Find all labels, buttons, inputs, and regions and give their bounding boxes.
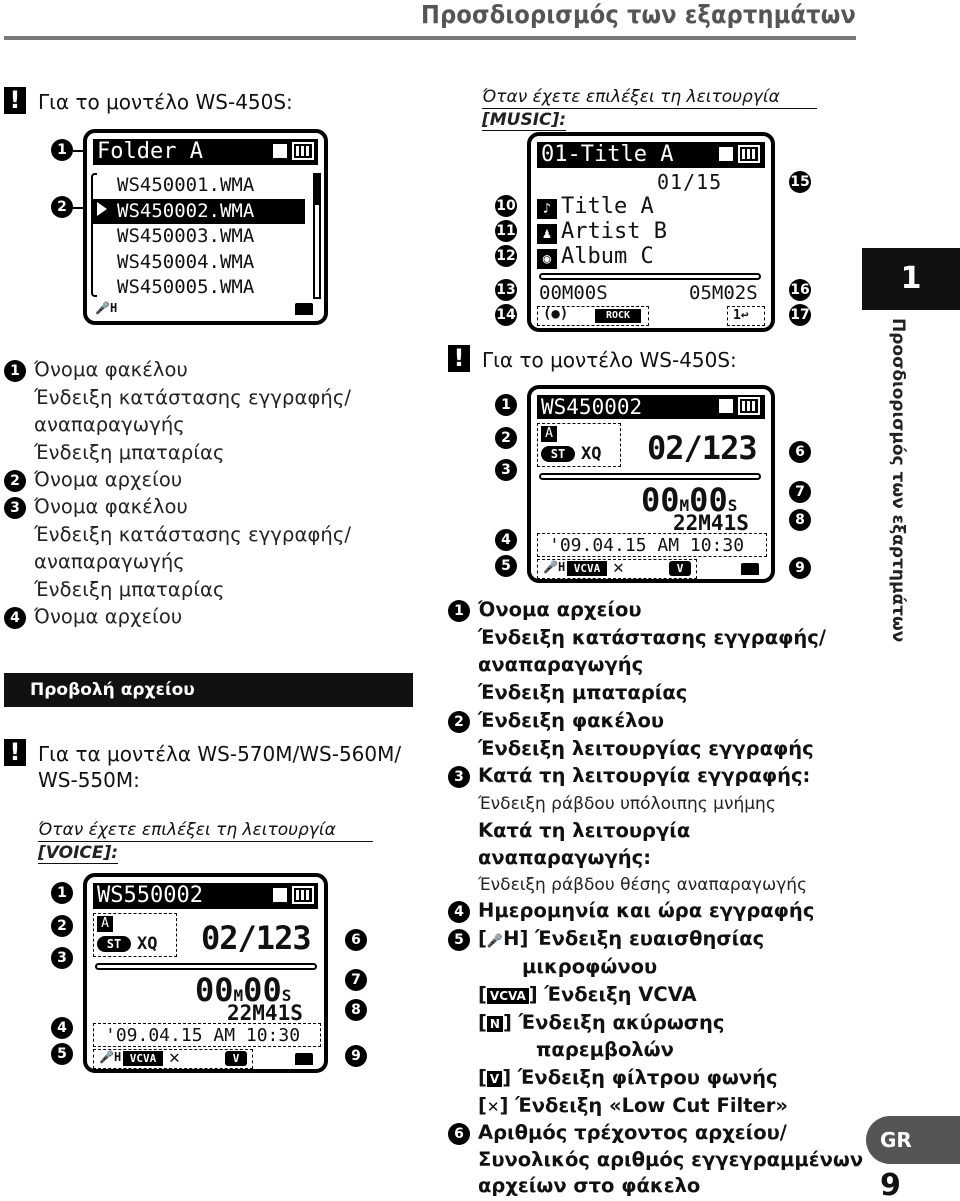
section-title-bar: Προβολή αρχείου <box>4 673 413 707</box>
callout-9: 9 <box>345 1045 367 1067</box>
desc-text: Κατά τη λειτουργία εγγραφής: <box>478 764 811 787</box>
callout-2: 2 <box>51 915 73 937</box>
desc-text: αναπαραγωγής <box>478 653 644 676</box>
callout-1: 1 <box>51 882 73 904</box>
music-note-icon: ♪ <box>537 199 557 219</box>
desc-text: Ένδειξη φακέλου <box>478 709 665 732</box>
stop-icon <box>719 399 733 413</box>
callout-8: 8 <box>789 509 811 531</box>
callout-7: 7 <box>789 481 811 503</box>
model-heading-ws450s: Για το μοντέλο WS-450S: <box>38 90 293 114</box>
quality-label: XQ <box>581 444 602 464</box>
progress-bar <box>539 473 761 480</box>
desc-text: μικροφώνου <box>522 955 658 978</box>
track-counter: 01/15 <box>657 170 723 194</box>
folder-icon <box>741 563 759 575</box>
callout-7: 7 <box>345 969 367 991</box>
desc-text: Όνομα αρχείου <box>34 468 183 491</box>
note-icon: ! <box>448 345 470 372</box>
progress-bar <box>539 273 761 280</box>
folder-icon <box>295 1053 313 1065</box>
folder-letter: A <box>541 426 557 442</box>
lcd-music-mode <box>527 132 775 332</box>
desc-text: Ένδειξη κατάστασης εγγραφής/ <box>34 386 352 409</box>
callout-8: 8 <box>345 999 367 1021</box>
callout-4: 4 <box>495 529 517 551</box>
record-datetime: '09.04.15 AM 10:30 <box>105 1025 301 1046</box>
desc-text: [✕] Ένδειξη «Low Cut Filter» <box>478 1094 788 1117</box>
file-counter: 02/123 <box>647 429 757 467</box>
desc-text: Ημερομηνία και ώρα εγγραφής <box>478 899 815 922</box>
lcd-voice-mode <box>83 873 328 1073</box>
desc-num-2: 2 <box>4 470 26 492</box>
desc-text: Ένδειξη λειτουργίας εγγραφής <box>478 737 814 760</box>
desc-text: [🎤H] Ένδειξη ευαισθησίας <box>478 927 765 950</box>
record-datetime: '09.04.15 AM 10:30 <box>549 535 745 556</box>
lcd-file-item: WS450003.WMA <box>117 225 255 247</box>
stop-icon <box>719 147 733 161</box>
equalizer-label: ROCK <box>595 309 641 323</box>
elapsed-time: 00M00S <box>539 282 608 304</box>
lcd-title-line: 01-Title A <box>537 142 765 168</box>
file-counter: 02/123 <box>201 919 311 957</box>
callout-2: 2 <box>51 196 73 218</box>
desc-text: [ VCVA ] Ένδειξη VCVA <box>478 983 697 1006</box>
callout-5: 5 <box>495 555 517 577</box>
voice-filter-icon: V <box>669 561 691 576</box>
desc-text: Όνομα αρχείου <box>478 598 642 621</box>
header-rule <box>4 36 856 40</box>
model-heading-ws570m: Για τα μοντέλα WS-570M/WS-560M/ <box>38 742 402 766</box>
bracket <box>91 173 97 297</box>
low-cut-filter-icon: ✕ <box>169 1047 180 1068</box>
desc-text: Όνομα φακέλου <box>34 358 188 381</box>
desc-text: Συνολικός αριθμός εγγεγραμμένων <box>478 1148 864 1171</box>
desc-num-2: 2 <box>448 711 470 733</box>
progress-bar <box>95 963 317 970</box>
lcd-filename: WS550002 <box>93 883 318 909</box>
track-album: Album C <box>561 244 654 269</box>
wow-icon: (●) <box>543 306 569 322</box>
music-mode-tag: [MUSIC]: <box>482 110 567 130</box>
callout-1: 1 <box>495 394 517 416</box>
stop-icon <box>273 888 287 902</box>
repeat-icon: 1↩ <box>733 308 749 323</box>
callout-1: 1 <box>51 139 73 161</box>
track-title: Title A <box>561 194 654 219</box>
desc-text: Ένδειξη ράβδου υπόλοιπης μνήμης <box>478 794 776 814</box>
desc-text: Ένδειξη μπαταρίας <box>34 441 225 464</box>
callout-3: 3 <box>51 947 73 969</box>
voice-mode-tag: [VOICE]: <box>38 843 119 863</box>
battery-icon <box>738 145 760 163</box>
mic-sensitivity-icon: 🎤H <box>95 301 118 315</box>
desc-num-4: 4 <box>4 607 26 629</box>
elapsed-time: 00M00S <box>195 971 292 1009</box>
remaining-time: 22M41S <box>673 511 749 535</box>
callout-16: 16 <box>789 279 811 301</box>
desc-text: [ N ] Ένδειξη ακύρωσης <box>478 1011 725 1034</box>
callout-6: 6 <box>345 929 367 951</box>
desc-num-1: 1 <box>4 360 26 382</box>
quality-label: XQ <box>137 934 158 954</box>
play-icon <box>97 202 107 216</box>
callout-15: 15 <box>789 171 811 193</box>
album-icon: ◉ <box>537 249 557 269</box>
desc-text: αναπαραγωγής <box>34 550 185 573</box>
callout-10: 10 <box>495 195 517 217</box>
music-mode-caption: Όταν έχετε επιλέξει τη λειτουργία <box>482 87 817 109</box>
stereo-badge: ST <box>541 446 575 462</box>
folder-icon <box>295 303 313 315</box>
desc-text: Αριθμός τρέχοντος αρχείου/ <box>478 1121 787 1144</box>
desc-text: Όνομα αρχείου <box>34 605 183 628</box>
battery-icon <box>292 142 314 160</box>
desc-num-6: 6 <box>448 1123 470 1145</box>
voice-filter-icon: V <box>225 1051 247 1066</box>
desc-text: αρχείων στο φάκελο <box>478 1174 701 1197</box>
callout-9: 9 <box>789 557 811 579</box>
artist-icon: ♟ <box>537 224 557 244</box>
stereo-badge: ST <box>97 936 131 952</box>
desc-num-5: 5 <box>448 929 470 951</box>
vcva-icon: VCVA <box>123 1051 163 1066</box>
lcd-filename: WS450002 <box>537 395 765 419</box>
callout-2: 2 <box>495 427 517 449</box>
desc-text: παρεμβολών <box>536 1038 674 1061</box>
note-icon: ! <box>4 87 26 114</box>
desc-text: αναπαραγωγής: <box>478 846 652 869</box>
desc-num-3: 3 <box>4 497 26 519</box>
desc-text: Όνομα φακέλου <box>34 495 188 518</box>
desc-text: Ένδειξη μπαταρίας <box>478 681 688 704</box>
desc-text: Κατά τη λειτουργία <box>478 819 691 842</box>
lcd-file-item: WS450004.WMA <box>117 250 255 273</box>
mic-sensitivity-icon: 🎤H <box>99 1050 122 1064</box>
stop-icon <box>273 144 287 158</box>
chapter-title-vertical: Προσδιορισμός των εξαρτημάτων <box>888 318 908 643</box>
chapter-tab: 1 <box>862 248 960 310</box>
callout-3: 3 <box>495 459 517 481</box>
desc-num-1: 1 <box>448 600 470 622</box>
callout-6: 6 <box>789 441 811 463</box>
language-tab: GR <box>866 1116 960 1164</box>
folder-letter: A <box>97 916 113 932</box>
model-heading-ws450s: Για το μοντέλο WS-450S: <box>482 348 737 372</box>
callout-4: 4 <box>51 1017 73 1039</box>
desc-num-4: 4 <box>448 901 470 923</box>
lcd-folder-view <box>83 129 328 325</box>
voice-mode-caption: Όταν έχετε επιλέξει τη λειτουργία <box>38 820 373 842</box>
battery-icon <box>292 886 314 904</box>
desc-text: Ένδειξη ράβδου θέσης αναπαραγωγής <box>478 875 808 895</box>
desc-text: αναπαραγωγής <box>34 413 185 436</box>
total-time: 05M02S <box>689 282 758 304</box>
callout-12: 12 <box>495 245 517 267</box>
mic-sensitivity-icon: 🎤H <box>543 560 566 574</box>
lcd-file-item: WS450005.WMA <box>117 276 255 298</box>
lcd-folder-title: Folder A <box>93 139 318 165</box>
elapsed-time: 00M00S <box>641 481 738 519</box>
scrollbar <box>313 173 321 299</box>
callout-5: 5 <box>51 1043 73 1065</box>
page-number: 9 <box>880 1168 901 1201</box>
model-heading-ws550m: WS-550M: <box>38 768 140 792</box>
page-header-title: Προσδιορισμός των εξαρτημάτων <box>421 0 856 29</box>
desc-num-3: 3 <box>448 766 470 788</box>
lcd-file-list <box>117 173 305 301</box>
remaining-time: 22M41S <box>227 1001 303 1025</box>
lcd-file-item-selected: WS450002.WMA <box>93 199 305 225</box>
desc-text: Ένδειξη μπαταρίας <box>34 578 225 601</box>
desc-text: Ένδειξη κατάστασης εγγραφής/ <box>34 523 352 546</box>
desc-text: Ένδειξη κατάστασης εγγραφής/ <box>478 626 826 649</box>
note-icon: ! <box>4 739 26 766</box>
callout-13: 13 <box>495 279 517 301</box>
callout-11: 11 <box>495 220 517 242</box>
callout-17: 17 <box>789 304 811 326</box>
vcva-icon: VCVA <box>567 561 607 576</box>
lcd-ws450s <box>527 385 775 583</box>
track-artist: Artist B <box>561 219 667 244</box>
callout-14: 14 <box>495 304 517 326</box>
battery-icon <box>738 397 760 415</box>
lcd-file-item: WS450001.WMA <box>117 174 255 196</box>
desc-text: [ V ] Ένδειξη φίλτρου φωνής <box>478 1066 778 1089</box>
low-cut-filter-icon: ✕ <box>613 557 624 578</box>
